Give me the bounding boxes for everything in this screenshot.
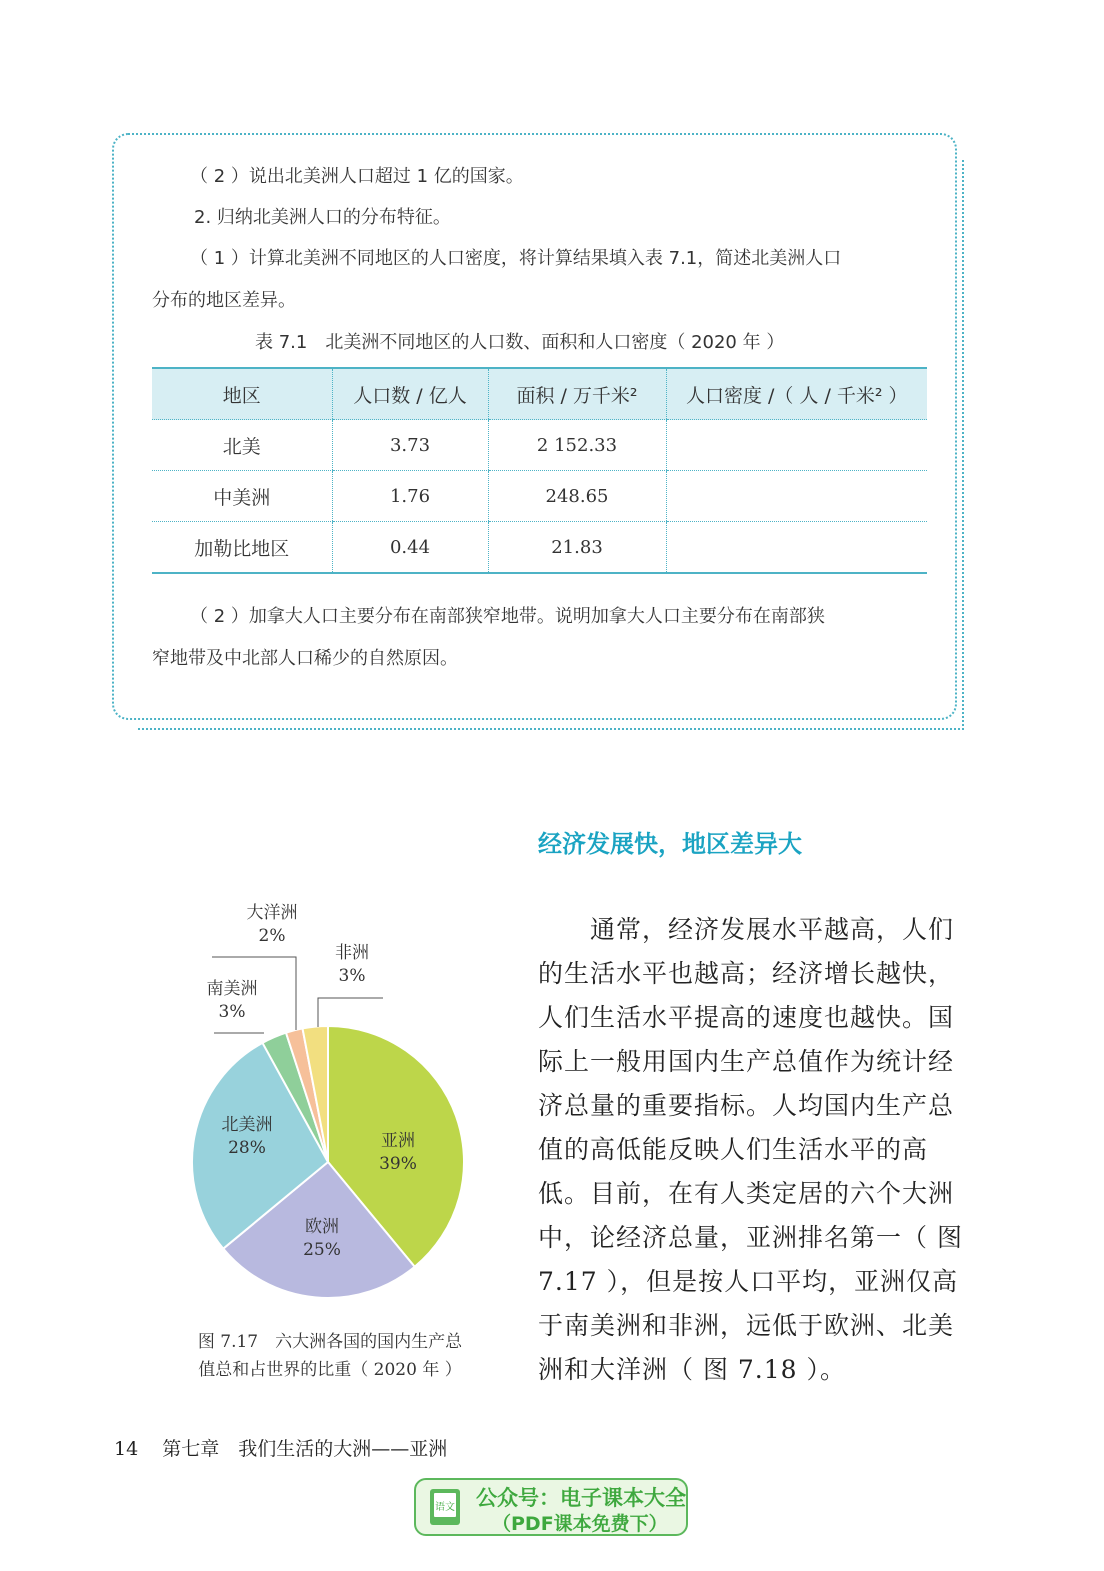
body-paragraph: 通常，经济发展水平越高，人们的生活水平也越高；经济增长越快，人们生活水平提高的速度也越快。国际上一般用国内生产总值作为统计经济总量的重要指标。人均国内生产总值的高低能反映人们生活水平的高低。目前，在有人类定居的六个大洲中，论经济总量，亚洲排名第一（ 图 7.17 ），但是按人口平均，亚洲仅高于南美洲和非洲，远低于欧洲、北美洲和大洋洲（ 图 7.18 ）。 [538,915,963,1384]
book-icon [426,1486,468,1528]
slice-label-2: 北美洲 [221,1115,273,1135]
watermark-line1: 公众号：电子课本大全 [476,1486,686,1510]
cell-density [666,522,927,574]
cell-area: 2 152.33 [488,420,666,471]
cell-region: 中美洲 [152,471,332,522]
watermark-line2: （PDF课本免费下） [492,1513,668,1535]
figure-caption [180,1328,480,1384]
page-number: 14 [114,1438,139,1460]
slice-value-1: 25% [303,1240,341,1260]
slice-label-5: 非洲 [335,943,369,963]
task-2-line: 2. 归纳北美洲人口的分布特征。 [194,207,451,228]
leader-line-5 [318,998,383,1027]
question-1-line1: （ 1 ）计算北美洲不同地区的人口密度，将计算结果填入表 7.1，简述北美洲人口 [190,248,842,269]
gdp-pie-chart [150,890,500,1320]
header-population: 人口数 / 亿人 [332,368,488,420]
table-caption: 表 7.1 北美洲不同地区的人口数、面积和人口密度（ 2020 年 ） [255,332,785,353]
page-footer [114,1434,447,1461]
cell-population: 1.76 [332,471,488,522]
question-2b-line2: 窄地带及中北部人口稀少的自然原因。 [152,648,458,669]
chapter-title: 第七章 我们生活的大洲——亚洲 [162,1438,448,1460]
slice-label-1: 欧洲 [305,1217,339,1237]
cell-region: 北美 [152,420,332,471]
header-region: 地区 [152,368,332,420]
slice-label-0: 亚洲 [381,1131,415,1151]
figure-caption-line2: 值总和占世界的比重（ 2020 年 ） [198,1360,462,1380]
section-title: 经济发展快，地区差异大 [538,829,802,858]
figure-caption-line1: 图 7.17 六大洲各国的国内生产总 [197,1332,463,1352]
cell-area: 248.65 [488,471,666,522]
book-icon-text: 语文 [435,1502,455,1513]
cell-population: 0.44 [332,522,488,574]
cell-area: 21.83 [488,522,666,574]
header-density: 人口密度 /（ 人 / 千米² ） [666,368,927,420]
question-2-line: （ 2 ）说出北美洲人口超过 1 亿的国家。 [190,166,524,187]
header-area: 面积 / 万千米² [488,368,666,420]
slice-label-4: 大洋洲 [246,903,298,923]
slice-value-3: 3% [218,1002,246,1022]
watermark-badge [414,1478,688,1536]
cell-population: 3.73 [332,420,488,471]
cell-density [666,420,927,471]
question-2b-line1: （ 2 ）加拿大人口主要分布在南部狭窄地带。说明加拿大人口主要分布在南部狭 [190,606,825,627]
question-1-line2: 分布的地区差异。 [152,290,296,311]
cell-density [666,471,927,522]
slice-value-5: 3% [338,966,366,986]
table-header-row [152,368,927,420]
slice-value-4: 2% [258,926,286,946]
slice-value-0: 39% [379,1154,417,1174]
cell-region: 加勒比地区 [152,522,332,574]
slice-value-2: 28% [228,1138,266,1158]
slice-label-3: 南美洲 [206,979,258,999]
table-row [152,471,927,522]
population-table [152,367,927,574]
table-row [152,420,927,471]
table-row [152,522,927,574]
